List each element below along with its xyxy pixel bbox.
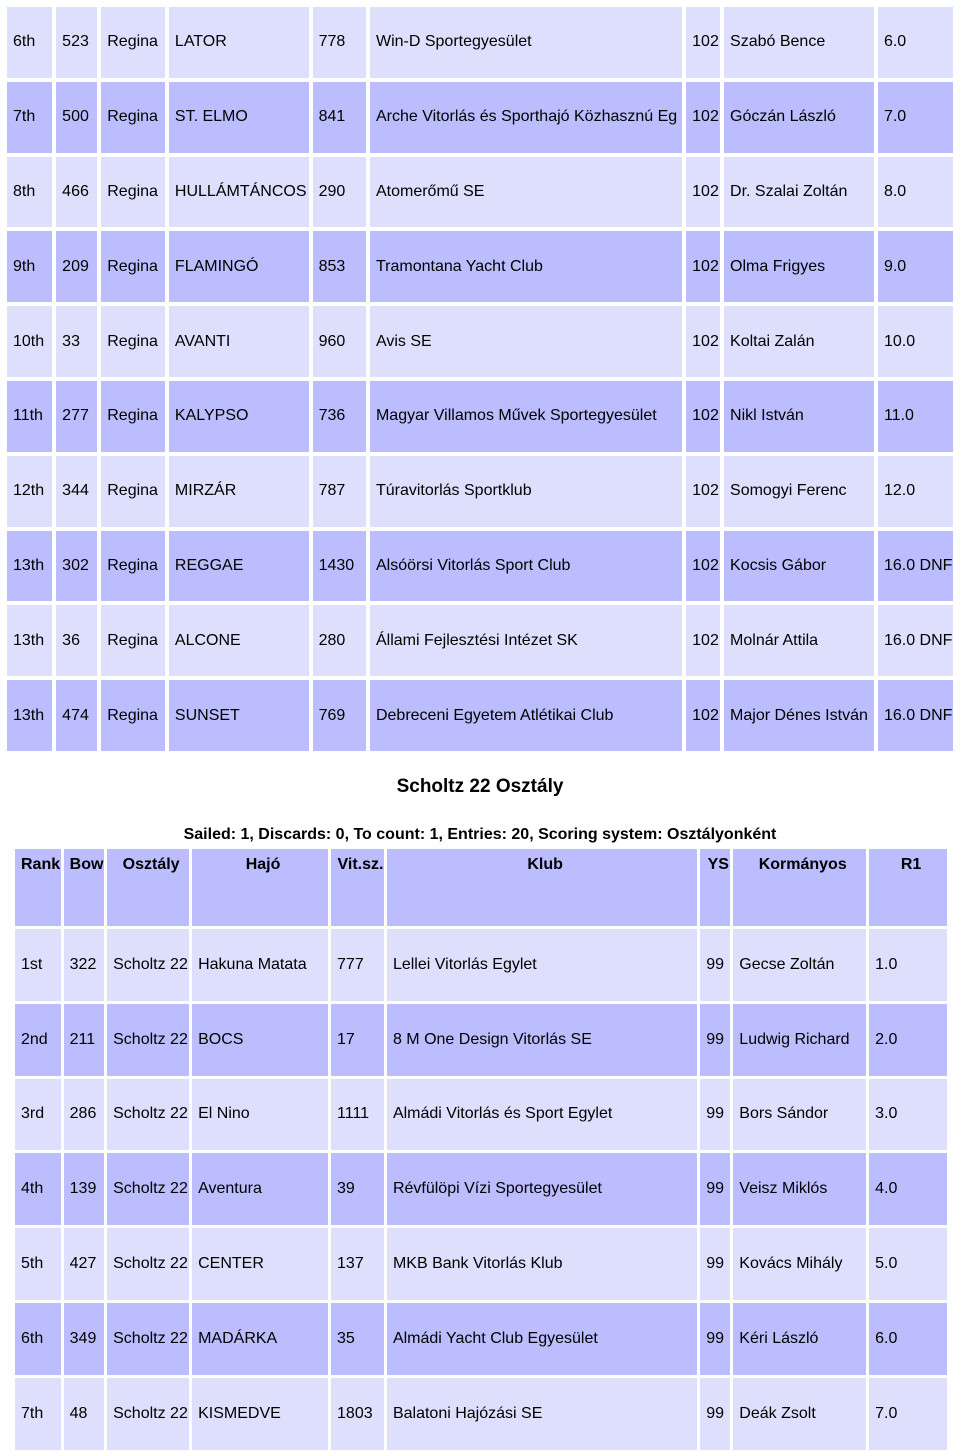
cell-r1: 2.0	[869, 1004, 947, 1076]
cell-sail-number: 736	[313, 381, 366, 452]
cell-ys: 102	[686, 7, 720, 78]
cell-bow: 523	[56, 7, 97, 78]
header-r1: R1	[869, 849, 947, 926]
cell-rank: 6th	[7, 7, 52, 78]
cell-bow: 474	[56, 680, 97, 751]
cell-boat: ST. ELMO	[169, 82, 309, 153]
cell-club: 8 M One Design Vitorlás SE	[387, 1004, 697, 1076]
header-boat: Hajó	[192, 849, 328, 926]
cell-boat: El Nino	[192, 1079, 328, 1151]
cell-r1: 16.0 DNF	[878, 680, 953, 751]
cell-bow: 139	[64, 1153, 104, 1225]
cell-rank: 4th	[15, 1153, 61, 1225]
cell-helm: Góczán László	[724, 82, 874, 153]
cell-class: Scholtz 22	[107, 1303, 189, 1375]
cell-boat: LATOR	[169, 7, 309, 78]
cell-class: Regina	[101, 306, 165, 377]
cell-bow: 286	[64, 1079, 104, 1151]
cell-bow: 322	[64, 929, 104, 1001]
cell-ys: 99	[700, 1378, 730, 1450]
cell-r1: 16.0 DNF	[878, 605, 953, 676]
cell-class: Scholtz 22	[107, 1378, 189, 1450]
cell-club: Almádi Vitorlás és Sport Egylet	[387, 1079, 697, 1151]
cell-rank: 6th	[15, 1303, 61, 1375]
cell-class: Scholtz 22	[107, 1228, 189, 1300]
cell-class: Regina	[101, 7, 165, 78]
cell-helm: Major Dénes István	[724, 680, 874, 751]
cell-helm: Deák Zsolt	[733, 1378, 866, 1450]
cell-r1: 10.0	[878, 306, 953, 377]
cell-rank: 13th	[7, 605, 52, 676]
cell-ys: 102	[686, 531, 720, 602]
cell-bow: 466	[56, 157, 97, 228]
cell-sail-number: 280	[313, 605, 366, 676]
cell-r1: 5.0	[869, 1228, 947, 1300]
cell-club: MKB Bank Vitorlás Klub	[387, 1228, 697, 1300]
table-row	[7, 680, 953, 751]
cell-r1: 3.0	[869, 1079, 947, 1151]
cell-r1: 6.0	[869, 1303, 947, 1375]
cell-boat: Aventura	[192, 1153, 328, 1225]
cell-class: Regina	[101, 157, 165, 228]
cell-club: Túravitorlás Sportklub	[370, 456, 682, 527]
header-row	[15, 849, 947, 926]
cell-r1: 4.0	[869, 1153, 947, 1225]
cell-ys: 99	[700, 1153, 730, 1225]
header-helm: Kormányos	[733, 849, 866, 926]
table-row	[7, 7, 953, 78]
cell-ys: 102	[686, 381, 720, 452]
cell-boat: MIRZÁR	[169, 456, 309, 527]
cell-sail-number: 777	[331, 929, 384, 1001]
cell-class: Regina	[101, 680, 165, 751]
cell-class: Scholtz 22	[107, 1153, 189, 1225]
cell-sail-number: 787	[313, 456, 366, 527]
cell-boat: ALCONE	[169, 605, 309, 676]
cell-helm: Gecse Zoltán	[733, 929, 866, 1001]
table-row	[15, 1153, 947, 1225]
cell-boat: KALYPSO	[169, 381, 309, 452]
cell-r1: 7.0	[869, 1378, 947, 1450]
cell-r1: 11.0	[878, 381, 953, 452]
cell-class: Scholtz 22	[107, 1079, 189, 1151]
cell-r1: 8.0	[878, 157, 953, 228]
cell-club: Atomerőmű SE	[370, 157, 682, 228]
cell-r1: 1.0	[869, 929, 947, 1001]
cell-ys: 99	[700, 1079, 730, 1151]
cell-club: Debreceni Egyetem Atlétikai Club	[370, 680, 682, 751]
cell-rank: 12th	[7, 456, 52, 527]
cell-club: Alsóörsi Vitorlás Sport Club	[370, 531, 682, 602]
table-row	[7, 157, 953, 228]
header-club: Klub	[387, 849, 697, 926]
cell-bow: 48	[64, 1378, 104, 1450]
cell-class: Scholtz 22	[107, 1004, 189, 1076]
cell-helm: Somogyi Ferenc	[724, 456, 874, 527]
cell-rank: 8th	[7, 157, 52, 228]
cell-club: Révfülöpi Vízi Sportegyesület	[387, 1153, 697, 1225]
table-row	[7, 531, 953, 602]
table-row	[7, 605, 953, 676]
cell-ys: 102	[686, 680, 720, 751]
cell-club: Magyar Villamos Művek Sportegyesület	[370, 381, 682, 452]
cell-bow: 36	[56, 605, 97, 676]
cell-boat: HULLÁMTÁNCOS	[169, 157, 309, 228]
header-class: Osztály	[107, 849, 189, 926]
cell-sail-number: 39	[331, 1153, 384, 1225]
cell-ys: 102	[686, 456, 720, 527]
regina-results-table	[3, 3, 957, 755]
cell-helm: Kéri László	[733, 1303, 866, 1375]
cell-class: Regina	[101, 231, 165, 302]
cell-club: Arche Vitorlás és Sporthajó Közhasznú Eg	[370, 82, 682, 153]
cell-helm: Szabó Bence	[724, 7, 874, 78]
cell-ys: 99	[700, 1004, 730, 1076]
cell-club: Win-D Sportegyesület	[370, 7, 682, 78]
cell-bow: 427	[64, 1228, 104, 1300]
cell-sail-number: 1430	[313, 531, 366, 602]
cell-helm: Molnár Attila	[724, 605, 874, 676]
table-row	[7, 456, 953, 527]
cell-sail-number: 853	[313, 231, 366, 302]
cell-helm: Koltai Zalán	[724, 306, 874, 377]
cell-ys: 99	[700, 929, 730, 1001]
cell-sail-number: 17	[331, 1004, 384, 1076]
cell-boat: AVANTI	[169, 306, 309, 377]
cell-rank: 11th	[7, 381, 52, 452]
cell-rank: 7th	[7, 82, 52, 153]
cell-boat: REGGAE	[169, 531, 309, 602]
cell-rank: 9th	[7, 231, 52, 302]
cell-club: Lellei Vitorlás Egylet	[387, 929, 697, 1001]
cell-class: Regina	[101, 456, 165, 527]
cell-sail-number: 1111	[331, 1079, 384, 1151]
table-row	[7, 231, 953, 302]
cell-club: Almádi Yacht Club Egyesület	[387, 1303, 697, 1375]
cell-bow: 209	[56, 231, 97, 302]
header-rank: Rank	[15, 849, 61, 926]
cell-boat: CENTER	[192, 1228, 328, 1300]
cell-r1: 12.0	[878, 456, 953, 527]
table-row	[7, 306, 953, 377]
cell-ys: 99	[700, 1228, 730, 1300]
cell-club: Balatoni Hajózási SE	[387, 1378, 697, 1450]
cell-sail-number: 1803	[331, 1378, 384, 1450]
cell-r1: 9.0	[878, 231, 953, 302]
cell-sail-number: 841	[313, 82, 366, 153]
cell-rank: 13th	[7, 531, 52, 602]
cell-helm: Veisz Miklós	[733, 1153, 866, 1225]
cell-class: Regina	[101, 82, 165, 153]
cell-boat: BOCS	[192, 1004, 328, 1076]
header-bow: Bow	[64, 849, 104, 926]
cell-bow: 500	[56, 82, 97, 153]
cell-boat: MADÁRKA	[192, 1303, 328, 1375]
cell-bow: 349	[64, 1303, 104, 1375]
cell-boat: SUNSET	[169, 680, 309, 751]
cell-sail-number: 137	[331, 1228, 384, 1300]
cell-ys: 102	[686, 306, 720, 377]
cell-rank: 10th	[7, 306, 52, 377]
cell-ys: 102	[686, 605, 720, 676]
cell-club: Tramontana Yacht Club	[370, 231, 682, 302]
cell-sail-number: 769	[313, 680, 366, 751]
table-row	[7, 381, 953, 452]
cell-sail-number: 290	[313, 157, 366, 228]
cell-bow: 302	[56, 531, 97, 602]
cell-r1: 16.0 DNF	[878, 531, 953, 602]
cell-ys: 102	[686, 231, 720, 302]
table-row	[15, 1228, 947, 1300]
cell-helm: Olma Frigyes	[724, 231, 874, 302]
cell-helm: Nikl István	[724, 381, 874, 452]
cell-rank: 13th	[7, 680, 52, 751]
header-ys: YS	[700, 849, 730, 926]
table-row	[15, 1378, 947, 1450]
cell-helm: Dr. Szalai Zoltán	[724, 157, 874, 228]
cell-ys: 102	[686, 82, 720, 153]
header-sail-number: Vit.sz.	[331, 849, 384, 926]
cell-helm: Bors Sándor	[733, 1079, 866, 1151]
cell-class: Regina	[101, 381, 165, 452]
cell-bow: 277	[56, 381, 97, 452]
cell-rank: 2nd	[15, 1004, 61, 1076]
cell-r1: 6.0	[878, 7, 953, 78]
table-row	[15, 1079, 947, 1151]
cell-ys: 99	[700, 1303, 730, 1375]
cell-club: Avis SE	[370, 306, 682, 377]
table-row	[7, 82, 953, 153]
cell-rank: 1st	[15, 929, 61, 1001]
cell-helm: Kovács Mihály	[733, 1228, 866, 1300]
cell-sail-number: 960	[313, 306, 366, 377]
table-row	[15, 1004, 947, 1076]
cell-r1: 7.0	[878, 82, 953, 153]
cell-bow: 33	[56, 306, 97, 377]
cell-bow: 344	[56, 456, 97, 527]
cell-sail-number: 778	[313, 7, 366, 78]
cell-helm: Ludwig Richard	[733, 1004, 866, 1076]
table-row	[15, 929, 947, 1001]
cell-club: Állami Fejlesztési Intézet SK	[370, 605, 682, 676]
cell-boat: FLAMINGÓ	[169, 231, 309, 302]
cell-rank: 3rd	[15, 1079, 61, 1151]
cell-class: Regina	[101, 605, 165, 676]
cell-class: Scholtz 22	[107, 929, 189, 1001]
cell-rank: 5th	[15, 1228, 61, 1300]
cell-bow: 211	[64, 1004, 104, 1076]
section-subtitle: Sailed: 1, Discards: 0, To count: 1, Entries: 20, Scoring system: Osztályonként	[183, 826, 777, 843]
cell-boat: Hakuna Matata	[192, 929, 328, 1001]
cell-boat: KISMEDVE	[192, 1378, 328, 1450]
cell-rank: 7th	[15, 1378, 61, 1450]
scholtz-results-table	[12, 846, 950, 1453]
cell-helm: Kocsis Gábor	[724, 531, 874, 602]
table-row	[15, 1303, 947, 1375]
section-title: Scholtz 22 Osztály	[396, 776, 564, 797]
cell-class: Regina	[101, 531, 165, 602]
cell-ys: 102	[686, 157, 720, 228]
cell-sail-number: 35	[331, 1303, 384, 1375]
